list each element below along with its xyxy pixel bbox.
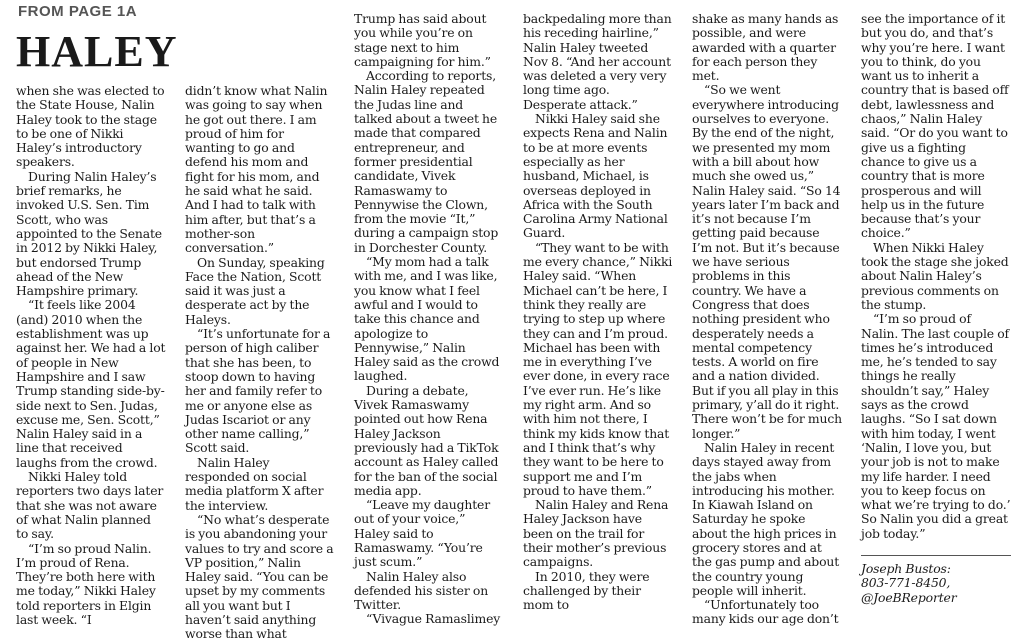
byline: [861, 555, 1011, 605]
column-4: [523, 11, 673, 613]
column-6: [861, 11, 1011, 605]
paragraph: see the importance of it but you do, and that’s why you’re here. I want you to think, do you want us to inherit a country that is based off debt, lawlessness and chaos,” Nalin Haley said. “Or do you want to give us a fighting chance to give us a country that is more prosperous and will help us in the future because that’s your choice.”: [861, 11, 1009, 241]
paragraph: “So we went everywhere introducing ourselves to everyone. By the end of the night, we presented my mom with a bill about how much she owed us,” Nalin Haley said. “So 14 years later I’m back and it’s not because I’m getting paid because I’m not. But it’s because we have serious problems in this country. We have a Congress that does nothing president who desperately needs a mental competency tests. A world on fire and a nation divided. But if you all play in this primary, y’all do it right. There won’t be for much longer.”: [692, 82, 842, 441]
paragraph: “Vivague Ramaslimey: [366, 611, 501, 627]
paragraph: In 2010, they were challenged by their mom to: [523, 568, 650, 613]
paragraph: On Sunday, speaking Face the Nation, Scott said it was just a desperate act by the Haleys.: [185, 254, 325, 327]
column-1: [16, 83, 166, 627]
paragraph: Nalin Haley also defended his sister on Twitter.: [354, 568, 489, 613]
paragraph: Nikki Haley said she expects Rena and Nalin to be at more events especially as her husband, Michael, is overseas deployed in Africa with the South Carolina Army National Guard.: [523, 111, 668, 241]
paragraph: Nalin Haley in recent days stayed away from the jabs when introducing his mother. In Kiawah Island on Saturday he spoke about the high prices in grocery stores and at the gas pump and about the country young people will inherit.: [692, 439, 840, 598]
paragraph: “I’m so proud Nalin. I’m proud of Rena. They’re both here with me today,” Nikki Haley told reporters in Elgin last week. “I: [16, 540, 156, 627]
paragraph: backpedaling more than his receding hairline,” Nalin Haley tweeted Nov 8. “And her account was deleted a very very long time ago. Desperate attack.”: [523, 11, 672, 112]
headline: HALEY: [16, 27, 178, 76]
paragraph: shake as many hands as possible, and were awarded with a quarter for each person they met.: [692, 11, 839, 84]
paragraph: Nalin Haley responded on social media platform X after the interview.: [185, 454, 324, 513]
paragraph: During a debate, Vivek Ramaswamy pointed out how Rena Haley Jackson previously had a TikTok account as Haley called for the ban of the social media app.: [354, 382, 499, 498]
paragraph: Trump has said about you while you’re on stage next to him campaigning for him.”: [354, 11, 491, 69]
byline-handle: @JoeBReporter: [861, 589, 957, 605]
paragraph: didn’t know what Nalin was going to say when he got out there. I am proud of him for wanting to go and defend his mom and fight for his mom, and he said what he said. And I had to talk with him after, but that’s a mother-son conversation.”: [185, 83, 328, 256]
paragraph: “They want to be with me every chance,” Nikki Haley said. “When Michael can’t be here, I think they really are trying to step up where they can and I’m proud. Michael has been with me in everything I’ve ever done, in every race I’ve ever run. He’s like my right arm. And so with him not there, I think my kids know that and I think that’s why they want to be here to support me and I’m proud to have them.”: [523, 239, 673, 498]
paragraph: “Leave my daughter out of your voice,” Haley said to Ramaswamy. “You’re just scum.”: [354, 497, 490, 570]
page-kicker: FROM PAGE 1A: [18, 3, 138, 20]
paragraph: “It’s unfortunate for a person of high caliber that she has been, to stoop down to having her and family refer to me or anyone else as Judas Iscariot or any other name calling,” Scott said.: [185, 326, 331, 456]
byline-name: Joseph Bustos:: [861, 560, 951, 576]
paragraph: When Nikki Haley took the stage she joked about Nalin Haley’s previous comments on the stump.: [861, 239, 1009, 312]
paragraph: “I’m so proud of Nalin. The last couple of times he’s introduced me, he’s tended to say things he really shouldn’t say,” Haley says as the crowd laughs. “So I sat down with him today, I went ‘Nalin, I love you, but your job is not to make my life harder. I need you to keep focus on what we’re trying to do.’ So Nalin you did a great job today.”: [861, 311, 1011, 541]
paragraph: Nikki Haley told reporters two days later that she was not aware of what Nalin planned to say.: [16, 469, 164, 542]
paragraph: Nalin Haley and Rena Haley Jackson have been on the trail for their mother’s previous campaigns.: [523, 497, 669, 570]
byline-phone: 803-771-8450,: [861, 575, 951, 591]
column-3: [354, 11, 504, 627]
paragraph: “It feels like 2004 (and) 2010 when the establishment was up against her. We had a lot of people in New Hampshire and I saw Trump standing side-by-side next to Sen. Judas, excuse me, Sen. Scott,” Nalin Haley said in a line that received laughs from the crowd.: [16, 297, 166, 470]
paragraph: During Nalin Haley’s brief remarks, he invoked U.S. Sen. Tim Scott, who was appointed to the Senate in 2012 by Nikki Haley, but endorsed Trump ahead of the New Hampshire primary.: [16, 168, 162, 299]
paragraph: “My mom had a talk with me, and I was like, you know what I feel awful and I would to take this chance and apologize to Pennywise,” Nalin Haley said as the crowd laughed.: [354, 254, 500, 384]
column-5: [692, 11, 842, 627]
paragraph: when she was elected to the State House, Nalin Haley took to the stage to be one of Nikki Haley’s introductory speakers.: [16, 83, 165, 170]
paragraph: “No what’s desperate is you abandoning your values to try and score a VP position,” Nalin Haley said. “You can be upset by my comments all you want but I haven’t said anything worse than what: [185, 511, 334, 642]
column-2: [185, 83, 335, 642]
paragraph: According to reports, Nalin Haley repeated the Judas line and talked about a tweet he made that compared entrepreneur, and former presidential candidate, Vivek Ramaswamy to Pennywise the Clown, from the movie “It,” during a campaign stop in Dorchester County.: [354, 68, 499, 255]
paragraph: “Unfortunately too many kids our age don’t: [692, 597, 839, 627]
